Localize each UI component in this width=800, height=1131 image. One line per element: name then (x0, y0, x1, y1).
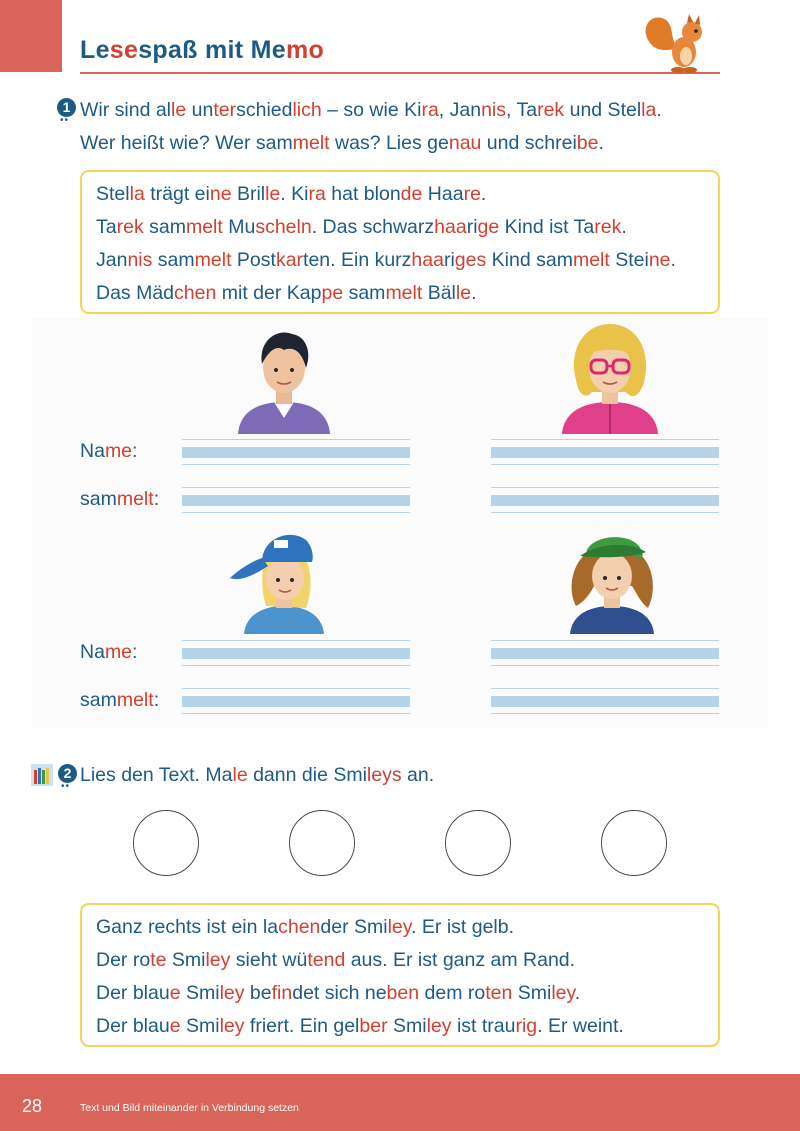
highlighted-syllable: nau (448, 132, 482, 154)
highlighted-syllable: le (265, 183, 281, 205)
text-segment: Der blau (96, 1015, 170, 1037)
name-label (80, 440, 137, 463)
text-segment: Smi (387, 1015, 427, 1037)
highlighted-syllable: me (104, 641, 133, 663)
text-segment: ist trau (451, 1015, 516, 1037)
text-segment: Wir sind al (80, 99, 172, 121)
text-segment: Kind sam (486, 249, 573, 271)
text-segment: Jan (96, 249, 128, 271)
text-segment: Ganz rechts ist ein la (96, 916, 279, 938)
task-number-2: 2 (58, 764, 77, 783)
child-illustration-blonde-glasses (556, 320, 664, 434)
title-rule (80, 72, 720, 74)
highlighted-syllable: ley (426, 1015, 452, 1037)
text-segment: . (656, 99, 662, 121)
text-segment: Der ro (96, 949, 151, 971)
highlighted-syllable: ge (477, 216, 500, 238)
smiley-circle-2[interactable] (289, 810, 355, 876)
collects-writing-line[interactable] (491, 688, 719, 714)
highlighted-syllable: le (455, 282, 472, 304)
highlighted-syllable: rek (594, 216, 622, 238)
text-segment: sam (143, 216, 186, 238)
text-segment: friert. Ein gel (244, 1015, 360, 1037)
highlighted-syllable: le (171, 99, 187, 121)
text-segment: ri (466, 216, 478, 238)
text-segment: . Ki (280, 183, 309, 205)
highlighted-syllable: ten (485, 982, 513, 1004)
text-segment: Haa (422, 183, 464, 205)
text-box-line (96, 982, 580, 1005)
highlighted-syllable: ra (421, 99, 439, 121)
highlighted-syllable: e (169, 1015, 181, 1037)
highlighted-syllable: be (576, 132, 599, 154)
text-segment: . (670, 249, 676, 271)
highlighted-syllable: rig (515, 1015, 538, 1037)
text-segment: sieht wü (230, 949, 308, 971)
highlighted-syllable: leys (366, 764, 402, 786)
squirrel-icon (640, 10, 710, 74)
text-box-line (96, 183, 486, 206)
child-illustration-blue-cap (226, 526, 336, 634)
text-segment: , Jan (438, 99, 482, 121)
highlighted-syllable: melt (116, 488, 154, 510)
highlighted-syllable: nis (481, 99, 507, 121)
text-segment: Ta (96, 216, 117, 238)
collects-label (80, 488, 159, 511)
highlighted-syllable: chen (278, 916, 321, 938)
text-segment: Na (80, 440, 105, 462)
text-segment: : (153, 488, 160, 510)
highlighted-syllable: me (104, 440, 133, 462)
highlighted-syllable: chen (174, 282, 217, 304)
smiley-circle-3[interactable] (445, 810, 511, 876)
highlighted-syllable: rek (537, 99, 565, 121)
child-illustration-green-cap (560, 528, 664, 634)
text-segment: ri (443, 249, 455, 271)
highlighted-syllable: kar (275, 249, 304, 271)
highlighted-syllable: melt (292, 132, 330, 154)
text-segment: ten. Ein kurz (303, 249, 412, 271)
highlighted-syllable: ne (209, 183, 232, 205)
text-box-line (96, 216, 627, 239)
text-segment: : (153, 689, 160, 711)
highlighted-syllable: haa (434, 216, 467, 238)
task1-instruction-line-1 (80, 99, 662, 122)
text-segment: sam (80, 488, 117, 510)
text-segment: un (186, 99, 214, 121)
highlighted-syllable: se (109, 36, 139, 64)
text-segment: hat blon (325, 183, 401, 205)
page-title (80, 36, 324, 65)
text-segment: Smi (180, 1015, 220, 1037)
text-segment: Das Mäd (96, 282, 175, 304)
text-segment: . (574, 982, 581, 1004)
highlighted-syllable: lich (292, 99, 322, 121)
collects-writing-line[interactable] (182, 688, 410, 714)
page-number: 28 (22, 1096, 43, 1116)
child-illustration-dark-hair (232, 322, 336, 434)
name-writing-line[interactable] (182, 439, 410, 465)
highlighted-syllable: ley (219, 982, 245, 1004)
text-segment: Post (231, 249, 276, 271)
text-segment: Mu (222, 216, 256, 238)
highlighted-syllable: le (232, 764, 248, 786)
text-segment: mit der Kap (216, 282, 322, 304)
smiley-circle-4[interactable] (601, 810, 667, 876)
task-number-1: 1 (57, 98, 76, 117)
text-segment: aus. Er ist ganz am Rand. (345, 949, 576, 971)
text-segment: be (244, 982, 272, 1004)
highlighted-syllable: ber (359, 1015, 388, 1037)
text-segment: sam (343, 282, 386, 304)
highlighted-syllable: melt (185, 216, 223, 238)
text-segment: . (471, 282, 477, 304)
text-segment: Stel (96, 183, 130, 205)
task1-text-box (80, 170, 720, 314)
highlighted-syllable: melt (572, 249, 610, 271)
highlighted-syllable: ges (454, 249, 487, 271)
text-segment: . (480, 183, 487, 205)
highlighted-syllable: de (400, 183, 423, 205)
partner-dots-icon: •• (60, 115, 70, 126)
partner-dots-icon: •• (61, 781, 71, 792)
text-segment: det sich ne (292, 982, 387, 1004)
task1-instruction-line-2 (80, 132, 604, 155)
text-segment: – so wie Ki (321, 99, 422, 121)
text-segment: und Stel (564, 99, 642, 121)
text-box-line (96, 249, 676, 272)
highlighted-syllable: fin (271, 982, 293, 1004)
text-segment: Na (80, 641, 105, 663)
highlighted-syllable: ley (387, 916, 412, 938)
text-segment: Smi (512, 982, 552, 1004)
footer-caption: Text und Bild miteinander in Verbindung setzen (80, 1102, 299, 1114)
text-segment: Lies den Text. Ma (80, 764, 233, 786)
text-segment: Le (80, 36, 110, 64)
text-segment: trägt ei (144, 183, 210, 205)
text-segment: : (132, 440, 138, 462)
text-segment: . (621, 216, 627, 238)
corner-tab (0, 0, 62, 72)
highlighted-syllable: re (463, 183, 481, 205)
highlighted-syllable: ter (213, 99, 237, 121)
text-segment: Der blau (96, 982, 170, 1004)
text-segment: spaß mit Me (138, 36, 286, 64)
highlighted-syllable: e (169, 982, 181, 1004)
smiley-circle-1[interactable] (133, 810, 199, 876)
text-box-line (96, 916, 514, 939)
task2-text-box (80, 903, 720, 1047)
highlighted-syllable: melt (194, 249, 232, 271)
text-segment: , Ta (506, 99, 538, 121)
highlighted-syllable: melt (116, 689, 154, 711)
text-segment: : (132, 641, 138, 663)
text-box-line (96, 1015, 624, 1038)
text-segment: dann die Smi (247, 764, 367, 786)
text-segment: Bäl (422, 282, 456, 304)
text-segment: an. (401, 764, 435, 786)
text-segment: Bril (231, 183, 266, 205)
text-segment: dem ro (419, 982, 486, 1004)
highlighted-syllable: ra (308, 183, 326, 205)
task2-instruction (80, 764, 434, 787)
text-segment: der Smi (320, 916, 388, 938)
highlighted-syllable: tend (307, 949, 346, 971)
name-writing-line[interactable] (182, 640, 410, 666)
crayons-icon (31, 764, 53, 786)
highlighted-syllable: nis (127, 249, 153, 271)
highlighted-syllable: haa (411, 249, 444, 271)
name-label (80, 641, 137, 664)
text-segment: Wer heißt wie? Wer sam (80, 132, 293, 154)
text-segment: . (598, 132, 604, 154)
text-segment: . Er weint. (537, 1015, 624, 1037)
collects-label (80, 689, 159, 712)
highlighted-syllable: ley (205, 949, 231, 971)
text-segment: Stei (609, 249, 649, 271)
highlighted-syllable: te (150, 949, 167, 971)
highlighted-syllable: la (641, 99, 657, 121)
highlighted-syllable: mo (285, 36, 325, 64)
highlighted-syllable: melt (385, 282, 423, 304)
highlighted-syllable: pe (321, 282, 344, 304)
name-writing-line[interactable] (491, 640, 719, 666)
collects-writing-line[interactable] (182, 487, 410, 513)
highlighted-syllable: la (129, 183, 145, 205)
name-writing-line[interactable] (491, 439, 719, 465)
text-segment: und schrei (481, 132, 577, 154)
text-segment: sam (152, 249, 195, 271)
text-box-line (96, 282, 477, 305)
text-segment: Smi (180, 982, 220, 1004)
text-segment: was? Lies ge (329, 132, 449, 154)
highlighted-syllable: rek (116, 216, 144, 238)
text-segment: Smi (166, 949, 206, 971)
highlighted-syllable: ne (648, 249, 671, 271)
text-segment: . Er ist gelb. (411, 916, 515, 938)
collects-writing-line[interactable] (491, 487, 719, 513)
highlighted-syllable: scheln (255, 216, 312, 238)
highlighted-syllable: ley (551, 982, 575, 1004)
text-segment: Kind ist Ta (499, 216, 595, 238)
text-segment: . Das schwarz (311, 216, 435, 238)
text-box-line (96, 949, 575, 972)
text-segment: sam (80, 689, 117, 711)
highlighted-syllable: ben (386, 982, 420, 1004)
text-segment: schied (236, 99, 293, 121)
highlighted-syllable: ley (219, 1015, 245, 1037)
